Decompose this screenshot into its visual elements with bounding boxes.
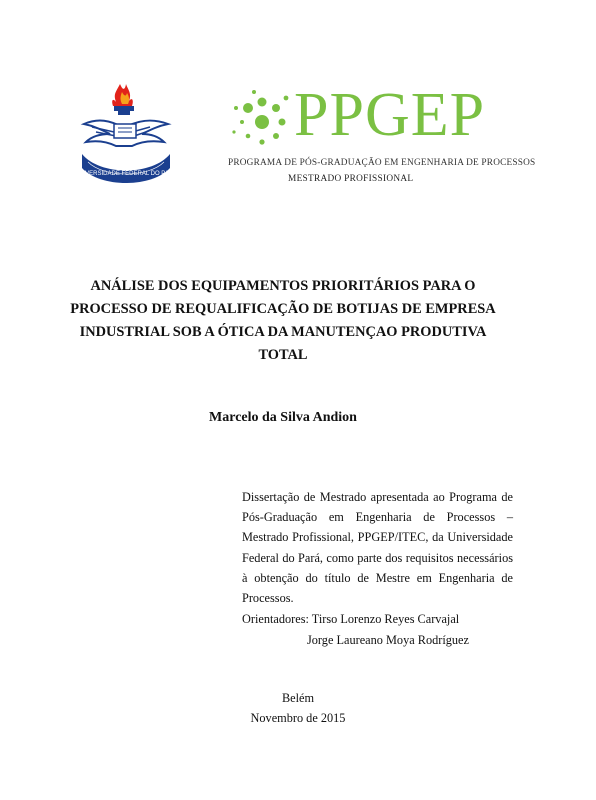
ppgep-dots-icon [228,88,296,156]
advisor-row [242,609,542,630]
advisor-name: Tirso Lorenzo Reyes Carvajal [311,612,460,626]
program-type: MESTRADO PROFISSIONAL [288,174,414,184]
advisors-label: Orientadores: [242,612,312,626]
document-title [60,275,506,367]
dissertation-description: Dissertação de Mestrado apresentada ao Programa de Pós-Graduação em Engenharia de Processos – Mestrado Profissional, PPGEP/ITEC, da Universidade Federal do Pará, como parte dos requisitos necessários à obtenção do título de Mestre em Engenharia de Processos. [242,490,513,606]
title-line: INDUSTRIAL SOB A ÓTICA DA MANUTENÇAO PRODUTIVA [79,324,487,340]
advisor-row [242,630,542,651]
ppgep-wordmark: PPGEP [294,81,486,149]
university-seal-logo [74,80,178,192]
advisor-name: Jorge Laureano Moya Rodríguez [307,632,469,647]
title-line: PROCESSO DE REQUALIFICAÇÃO DE BOTIJAS DE EMPRESA [70,301,496,317]
title-line: TOTAL [258,347,308,363]
date: Novembro de 2015 [250,711,346,725]
place-and-date [0,688,596,728]
program-name: PROGRAMA DE PÓS-GRADUAÇÃO EM ENGENHARIA DE PROCESSOS [228,158,536,168]
author-name: Marcelo da Silva Andion [209,410,357,425]
seal-text: UNIVERSIDADE FEDERAL DO PARÁ [74,171,178,177]
city: Belém [281,691,315,705]
title-line: ANÁLISE DOS EQUIPAMENTOS PRIORITÁRIOS PARA O [90,278,476,294]
advisors-block [242,609,542,650]
ppgep-logo [228,81,536,188]
